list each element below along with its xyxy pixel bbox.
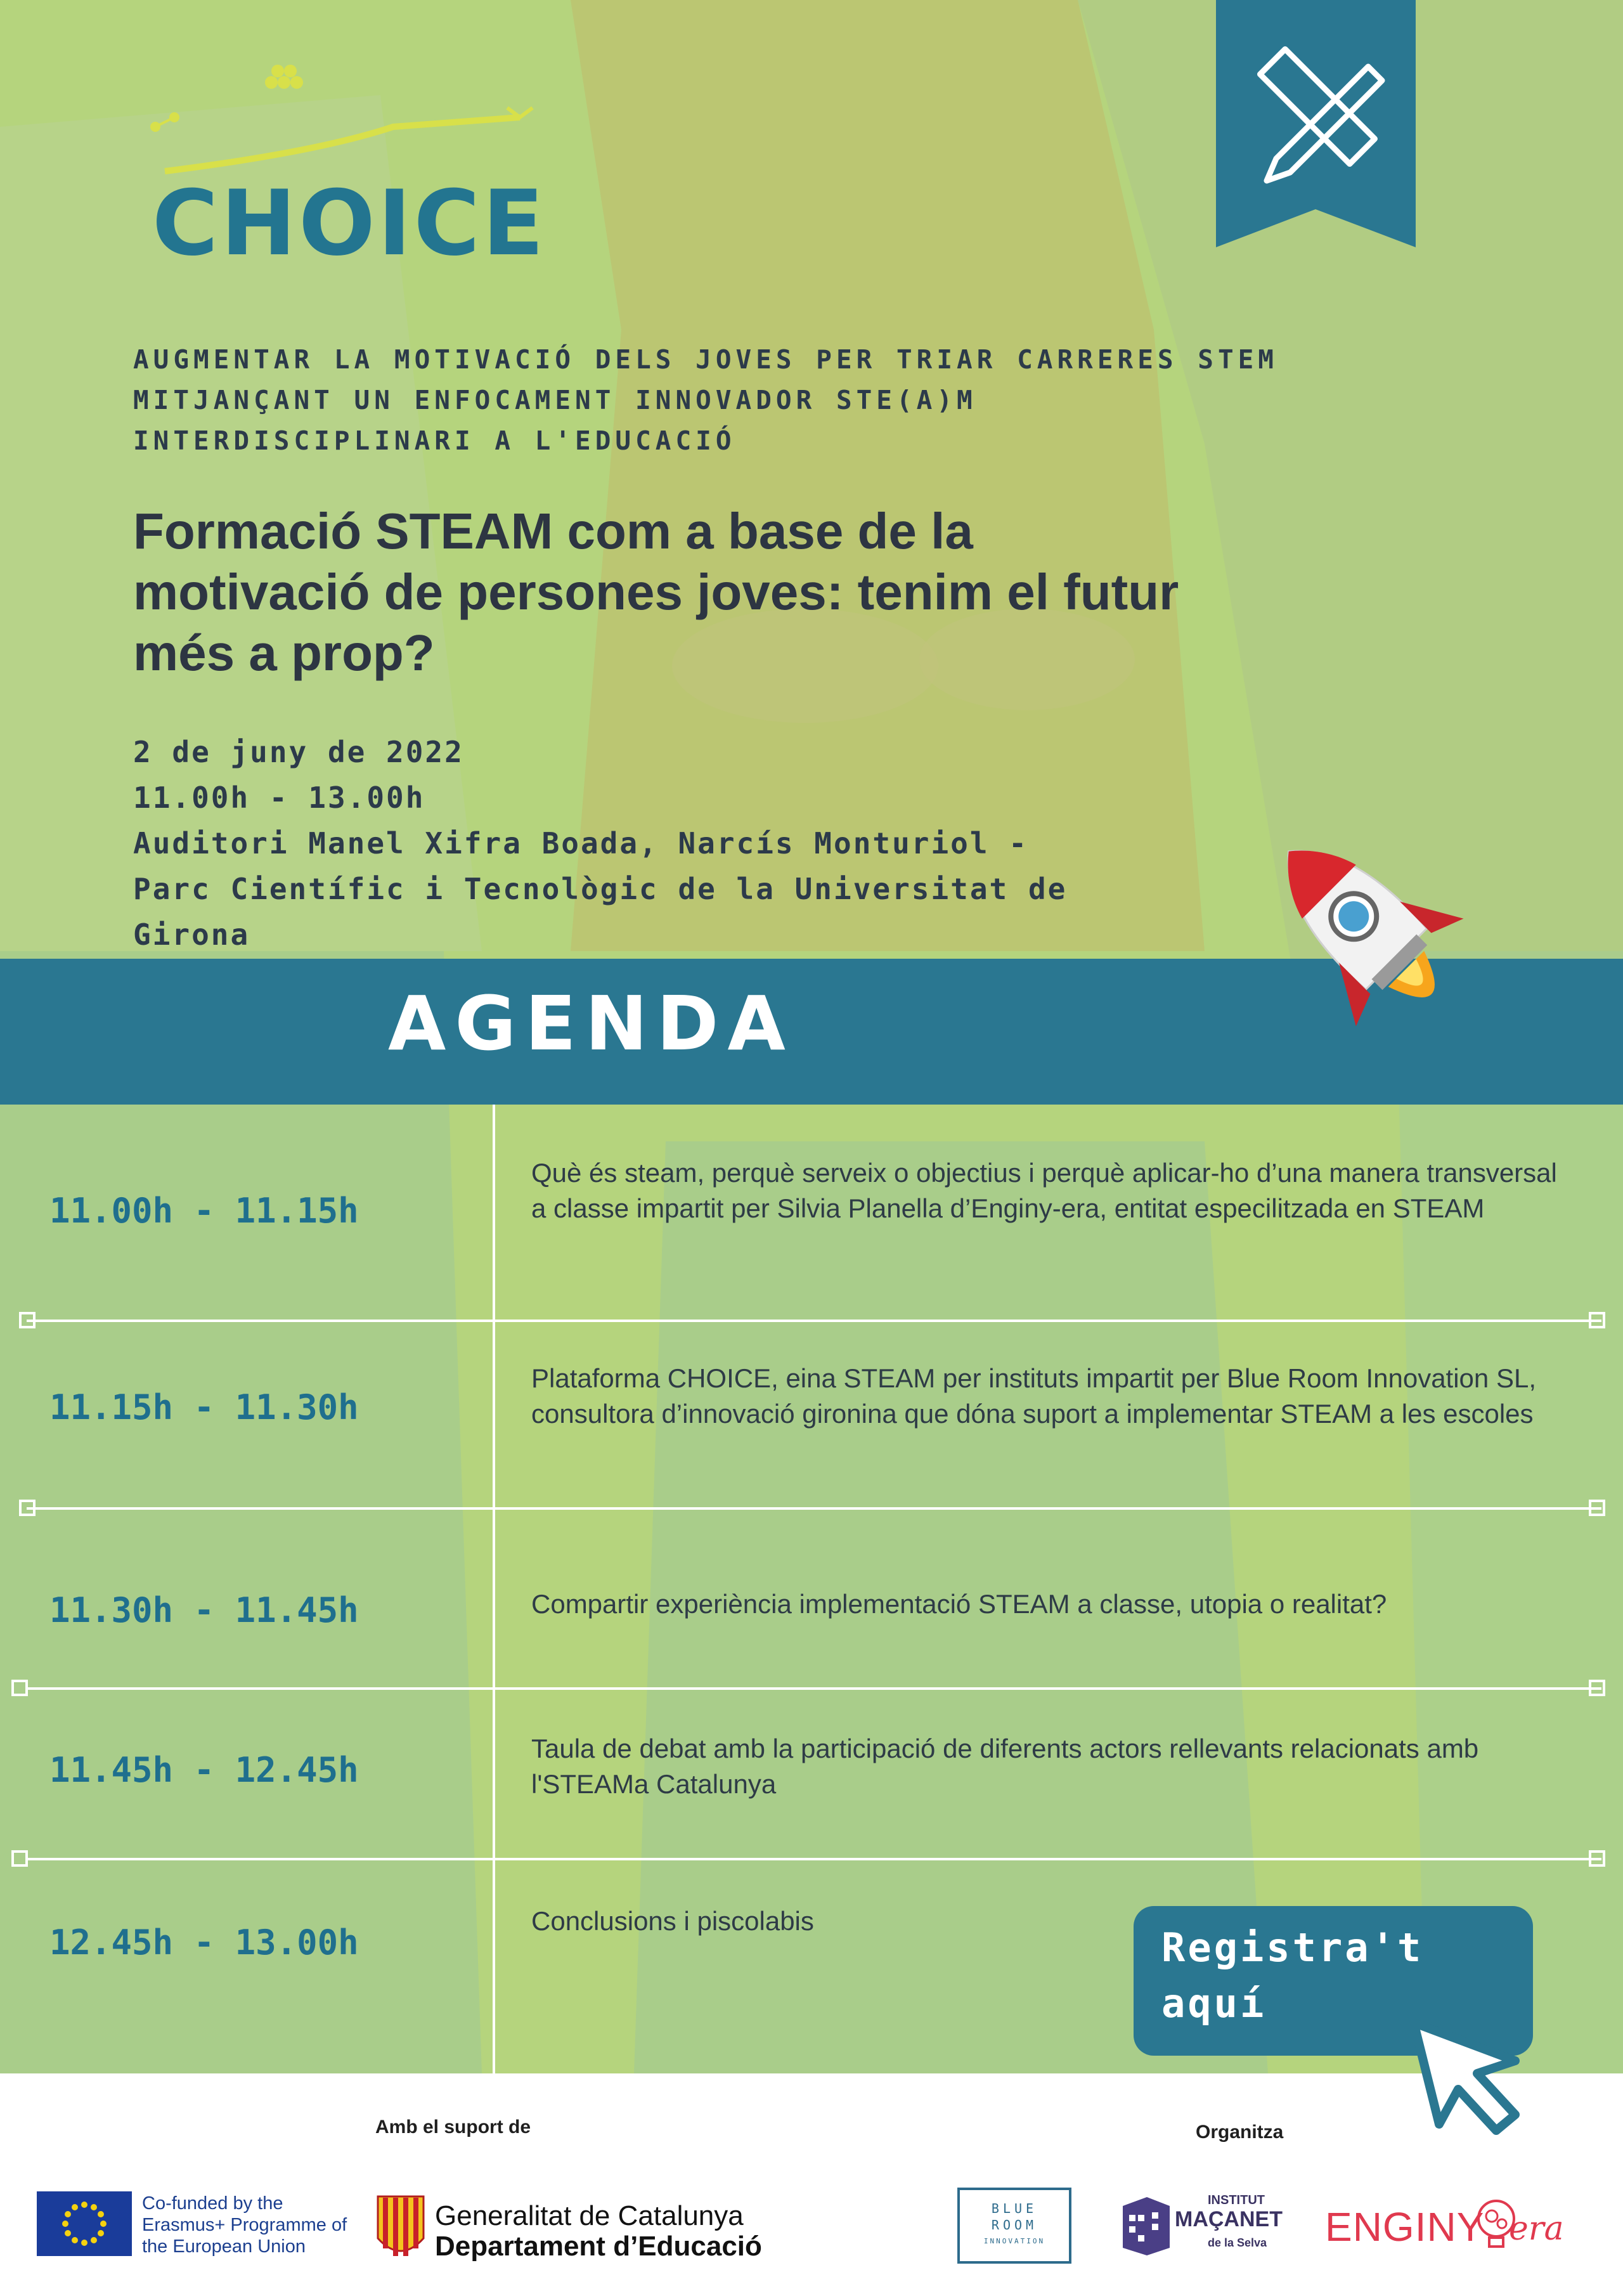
institut-cube-icon <box>1119 2193 1172 2257</box>
agenda-description-3: Compartir experiència implementació STEAM a classe, utopia o realitat? <box>531 1589 1387 1619</box>
divider-handle <box>11 1850 28 1867</box>
agenda-divider-3 <box>27 1687 1601 1690</box>
event-venue-line-1: Auditori Manel Xifra Boada, Narcís Monturiol - <box>133 826 1028 860</box>
choice-logo-graphic <box>127 57 583 184</box>
event-title-line-1: Formació STEAM com a base de la <box>133 503 973 559</box>
institut-line-2: MAÇANET <box>1175 2207 1283 2231</box>
blue-room-logo <box>957 2188 1071 2264</box>
support-label: Amb el suport de <box>375 2117 531 2137</box>
event-venue-line-2: Parc Científic i Tecnològic de la Universitat de <box>133 872 1068 906</box>
agenda-heading: AGENDA <box>388 980 794 1067</box>
event-title-line-3: més a prop? <box>133 625 435 681</box>
generalitat-emblem-icon <box>375 2194 426 2264</box>
agenda-description-2: Plataforma CHOICE, eina STEAM per instituts impartit per Blue Room Innovation SL, consultora d’innovació gironina que dóna suport a implementar STEAM a les escoles <box>531 1363 1536 1429</box>
erasmus-text: Co-funded by the Erasmus+ Programme of the European Union <box>142 2193 347 2257</box>
register-label-line-1: Registra't <box>1161 1924 1424 1971</box>
blue-room-line-2: ROOM <box>991 2217 1038 2233</box>
divider-handle <box>1589 1850 1605 1867</box>
agenda-divider-4 <box>27 1858 1601 1860</box>
eu-flag-icon <box>37 2191 132 2256</box>
event-details <box>133 729 1211 957</box>
blue-room-line-1: BLUE <box>991 2201 1038 2216</box>
choice-logo-text: CHOICE <box>152 171 546 276</box>
institut-macanet-logo <box>1119 2191 1309 2260</box>
event-title <box>133 501 1528 684</box>
rocket-icon <box>1243 805 1496 1059</box>
register-label-line-2: aquí <box>1161 1980 1267 2027</box>
event-time: 11.00h - 13.00h <box>133 781 425 815</box>
enginy-era-logo <box>1325 2191 1598 2267</box>
agenda-description-1: Què és steam, perquè serveix o objectius i perquè aplicar-ho d’una manera transversal a classe impartit per Silvia Planella d’Enginy-era, entitat especilitzada en STEAM <box>531 1158 1557 1223</box>
project-subtitle: AUGMENTAR LA MOTIVACIÓ DELS JOVES PER TRIAR CARRERES STEM MITJANÇANT UN ENFOCAMENT INNOVADOR STE(A)M INTERDISCIPLINARI A L'EDUCACIÓ <box>133 344 1278 456</box>
agenda-divider-vertical <box>493 1105 495 2073</box>
agenda-time-3: 11.30h - 11.45h <box>49 1590 359 1630</box>
generalitat-name: Generalitat de Catalunya <box>435 2200 744 2231</box>
pointer-cursor-icon <box>1395 2010 1534 2137</box>
organizer-label: Organitza <box>1196 2122 1284 2143</box>
enginy-era-text: era <box>1509 2210 1564 2248</box>
agenda-description-5: Conclusions i piscolabis <box>531 1906 814 1936</box>
institut-line-3: de la Selva <box>1208 2236 1267 2249</box>
blue-room-line-3: INNOVATION <box>983 2237 1045 2245</box>
divider-handle <box>11 1680 28 1696</box>
divider-handle <box>1589 1680 1605 1696</box>
department-name: Departament d’Educació <box>435 2231 762 2262</box>
event-venue-line-3: Girona <box>133 918 250 952</box>
divider-handle <box>19 1312 36 1328</box>
event-title-line-2: motivació de persones joves: tenim el futur <box>133 564 1179 620</box>
agenda-time-4: 11.45h - 12.45h <box>49 1750 359 1790</box>
divider-handle <box>1589 1312 1605 1328</box>
agenda-time-5: 12.45h - 13.00h <box>49 1923 359 1962</box>
agenda-time-1: 11.00h - 11.15h <box>49 1191 359 1231</box>
enginy-text: ENGINY <box>1325 2204 1485 2250</box>
institut-line-1: INSTITUT <box>1208 2193 1265 2207</box>
agenda-divider-1 <box>27 1320 1601 1322</box>
agenda-divider-2 <box>27 1507 1601 1510</box>
divider-handle <box>1589 1500 1605 1516</box>
divider-handle <box>19 1500 36 1516</box>
agenda-time-2: 11.15h - 11.30h <box>49 1387 359 1427</box>
agenda-description-4: Taula de debat amb la participació de diferents actors rellevants relacionats amb l'STEAMa Catalunya <box>531 1734 1479 1799</box>
ruler-pencil-icon <box>1216 0 1416 247</box>
event-date: 2 de juny de 2022 <box>133 735 464 769</box>
